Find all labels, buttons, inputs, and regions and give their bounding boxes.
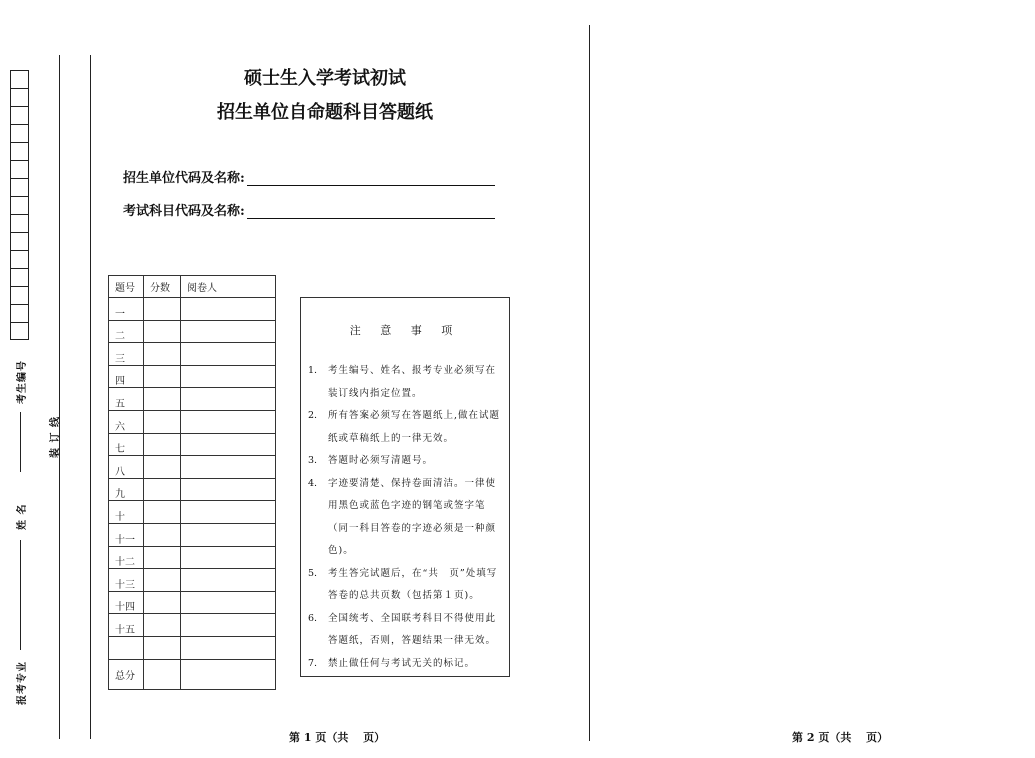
question-number-cell: 十三: [109, 569, 144, 592]
name-label: 姓 名: [17, 503, 28, 530]
page-1-footer: 第 1 页（共 页）: [289, 731, 386, 744]
id-digit-box[interactable]: [10, 70, 29, 88]
notice-item-text: 全国统考、全国联考科目不得使用此答题纸，否则，答题结果一律无效。: [328, 612, 497, 646]
binding-line-left: [59, 55, 60, 739]
id-digit-box[interactable]: [10, 286, 29, 304]
id-digit-box[interactable]: [10, 196, 29, 214]
question-number-cell: 十五: [109, 614, 144, 637]
subject-field: [123, 200, 495, 219]
name-major-line: [20, 540, 21, 650]
unit-field-label: 招生单位代码及名称:: [123, 171, 245, 186]
question-number-cell: 三: [109, 343, 144, 366]
score-cell[interactable]: [144, 501, 181, 524]
question-number-cell: 十一: [109, 523, 144, 546]
id-digit-box[interactable]: [10, 250, 29, 268]
grader-cell[interactable]: [181, 636, 276, 659]
total-grader-cell[interactable]: [181, 659, 276, 689]
id-digit-box[interactable]: [10, 160, 29, 178]
table-row: [109, 478, 276, 501]
table-row: [109, 614, 276, 637]
question-number-cell: 十四: [109, 591, 144, 614]
total-label-cell: 总分: [109, 659, 144, 689]
notice-item-text: 考生答完试题后，在“共 页”处填写答卷的总共页数（包括第１页)。: [328, 567, 498, 601]
score-cell[interactable]: [144, 388, 181, 411]
question-number-cell: 十: [109, 501, 144, 524]
grader-cell[interactable]: [181, 456, 276, 479]
notice-box: [300, 297, 510, 677]
subject-field-input[interactable]: [247, 206, 495, 219]
total-score-cell[interactable]: [144, 659, 181, 689]
question-number-cell: 七: [109, 433, 144, 456]
score-cell[interactable]: [144, 591, 181, 614]
id-digit-box[interactable]: [10, 88, 29, 106]
grader-cell[interactable]: [181, 523, 276, 546]
candidate-id-boxes[interactable]: [10, 70, 29, 340]
table-header-row: [109, 276, 276, 298]
score-cell[interactable]: [144, 546, 181, 569]
grader-cell[interactable]: [181, 410, 276, 433]
page-divider: [589, 25, 590, 741]
score-cell[interactable]: [144, 343, 181, 366]
grader-cell[interactable]: [181, 501, 276, 524]
notice-item: [308, 360, 503, 405]
table-total-row: [109, 659, 276, 689]
id-digit-box[interactable]: [10, 322, 29, 340]
notice-item: [308, 563, 503, 608]
question-number-cell: 九: [109, 478, 144, 501]
score-cell[interactable]: [144, 569, 181, 592]
score-cell[interactable]: [144, 298, 181, 321]
score-cell[interactable]: [144, 433, 181, 456]
grader-cell[interactable]: [181, 614, 276, 637]
grader-cell[interactable]: [181, 298, 276, 321]
question-number-cell: 二: [109, 320, 144, 343]
score-cell[interactable]: [144, 320, 181, 343]
notice-item-number: 7.: [308, 657, 318, 669]
notice-title: 注 意 事 项: [349, 324, 461, 337]
notice-item: [308, 473, 503, 563]
grader-cell[interactable]: [181, 433, 276, 456]
score-cell[interactable]: [144, 365, 181, 388]
title-line-1: 硕士生入学考试初试: [244, 68, 406, 89]
question-number-cell: 十二: [109, 546, 144, 569]
candidate-id-label: 考生编号: [17, 360, 28, 404]
notice-item-text: 字迹要清楚、保持卷面清洁。一律使用黑色或蓝色字迹的钢笔或签字笔（同一科目答卷的字迹必须是一种颜色)。: [328, 477, 497, 556]
question-number-cell: 八: [109, 456, 144, 479]
score-cell[interactable]: [144, 478, 181, 501]
question-number-cell: 一: [109, 298, 144, 321]
unit-field: [123, 167, 495, 186]
grader-cell[interactable]: [181, 365, 276, 388]
table-row: [109, 546, 276, 569]
question-number-cell: 六: [109, 410, 144, 433]
table-header-cell: 阅卷人: [181, 276, 276, 298]
id-digit-box[interactable]: [10, 106, 29, 124]
notice-list: [301, 360, 509, 675]
score-cell[interactable]: [144, 636, 181, 659]
table-row: [109, 523, 276, 546]
id-digit-box[interactable]: [10, 214, 29, 232]
subject-field-label: 考试科目代码及名称:: [123, 204, 245, 219]
table-row: [109, 343, 276, 366]
id-digit-box[interactable]: [10, 124, 29, 142]
grader-cell[interactable]: [181, 343, 276, 366]
notice-item-text: 所有答案必须写在答题纸上,做在试题纸或草稿纸上的一律无效。: [328, 410, 501, 444]
binding-line-label: 装 订 线: [50, 416, 61, 458]
notice-item: [308, 653, 503, 676]
binding-line-right: [90, 55, 91, 739]
question-number-cell: [109, 636, 144, 659]
table-row: [109, 433, 276, 456]
id-digit-box[interactable]: [10, 268, 29, 286]
grader-cell[interactable]: [181, 478, 276, 501]
grader-cell[interactable]: [181, 591, 276, 614]
notice-item-number: 1.: [308, 365, 318, 376]
table-row: [109, 591, 276, 614]
table-row: [109, 569, 276, 592]
grader-cell[interactable]: [181, 320, 276, 343]
score-cell[interactable]: [144, 456, 181, 479]
grader-cell[interactable]: [181, 546, 276, 569]
notice-item: [308, 450, 503, 473]
score-cell[interactable]: [144, 410, 181, 433]
table-row: [109, 320, 276, 343]
title-line-2: 招生单位自命题科目答题纸: [217, 102, 433, 123]
major-label: 报考专业: [17, 661, 28, 705]
id-digit-box[interactable]: [10, 142, 29, 160]
table-row: [109, 501, 276, 524]
table-header-cell: 分数: [144, 276, 181, 298]
grader-cell[interactable]: [181, 388, 276, 411]
table-header-cell: 题号: [109, 276, 144, 298]
page-2-footer: 第 2 页（共 页）: [792, 731, 889, 744]
id-digit-box[interactable]: [10, 232, 29, 250]
table-row: [109, 388, 276, 411]
notice-item-number: 4.: [308, 477, 318, 489]
table-row: [109, 298, 276, 321]
notice-item: [308, 608, 503, 653]
id-digit-box[interactable]: [10, 304, 29, 322]
question-number-cell: 五: [109, 388, 144, 411]
score-table: [108, 275, 276, 690]
id-digit-box[interactable]: [10, 178, 29, 196]
score-cell[interactable]: [144, 523, 181, 546]
notice-item-number: 2.: [308, 410, 318, 421]
notice-item-text: 考生编号、姓名、报考专业必须写在装订线内指定位置。: [328, 365, 497, 399]
notice-item-text: 禁止做任何与考试无关的标记。: [328, 657, 476, 669]
unit-field-input[interactable]: [247, 173, 495, 186]
table-row: [109, 410, 276, 433]
notice-item-number: 3.: [308, 455, 318, 466]
id-name-line: [20, 412, 21, 472]
question-number-cell: 四: [109, 365, 144, 388]
grader-cell[interactable]: [181, 569, 276, 592]
table-row: [109, 456, 276, 479]
notice-item-number: 6.: [308, 612, 318, 624]
table-row: [109, 636, 276, 659]
notice-item-text: 答题时必须写清题号。: [328, 455, 434, 466]
score-cell[interactable]: [144, 614, 181, 637]
notice-item-number: 5.: [308, 567, 318, 579]
notice-item: [308, 405, 503, 450]
table-row: [109, 365, 276, 388]
